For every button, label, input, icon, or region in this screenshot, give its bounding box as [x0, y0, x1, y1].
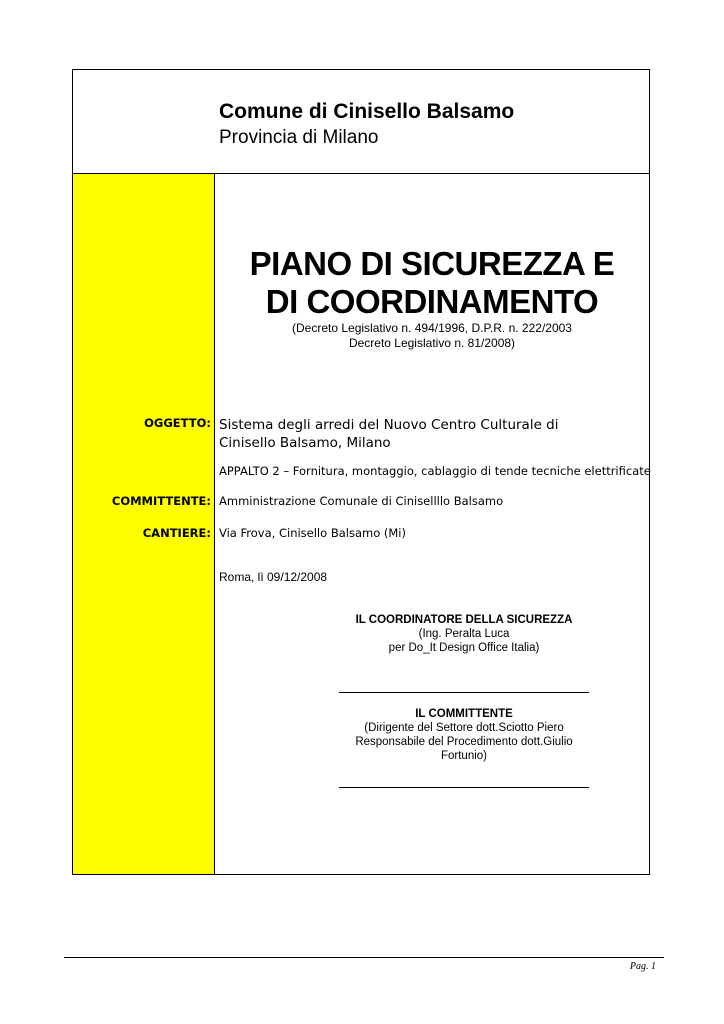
provincia-name: Provincia di Milano	[219, 127, 379, 148]
committente-value: Amministrazione Comunale di Cinisellllo Balsamo	[219, 494, 504, 508]
footer-rule	[64, 957, 664, 958]
coordinatore-signature-line	[339, 692, 589, 693]
cantiere-value: Via Frova, Cinisello Balsamo (Mi)	[219, 526, 406, 540]
label-column	[73, 174, 215, 874]
document-title	[215, 245, 649, 321]
coordinatore-line-1: (Ing. Peralta Luca	[418, 628, 510, 640]
committente-signature-line	[339, 787, 589, 788]
committente-sig-title: IL COMMITTENTE	[415, 708, 513, 720]
title-line-2: DI COORDINAMENTO	[265, 283, 599, 320]
committente-sig-line-2: Responsabile del Procedimento dott.Giulio Fortunio)	[355, 736, 573, 762]
committente-sig-line-1: (Dirigente del Settore dott.Sciotto Piero	[364, 722, 564, 734]
appalto-value: APPALTO 2 – Fornitura, montaggio, cablaggio di tende tecniche elettrificate	[219, 464, 651, 478]
oggetto-value: Sistema degli arredi del Nuovo Centro Culturale di Cinisello Balsamo, Milano	[219, 417, 559, 451]
comune-name: Comune di Cinisello Balsamo	[219, 100, 515, 123]
decreto-line-1: (Decreto Legislativo n. 494/1996, D.P.R. n. 222/2003	[292, 321, 572, 335]
oggetto-label: OGGETTO:	[144, 416, 211, 430]
title-line-1: PIANO DI SICUREZZA E	[249, 245, 615, 282]
committente-label: COMMITTENTE:	[111, 494, 211, 508]
header-cell	[73, 70, 649, 174]
coordinatore-line-2: per Do_It Design Office Italia)	[388, 642, 540, 654]
page-number: Pag. 1	[629, 961, 656, 972]
coordinatore-title: IL COORDINATORE DELLA SICUREZZA	[355, 614, 573, 626]
decreto-reference	[215, 321, 649, 351]
coordinatore-block	[339, 613, 589, 655]
cover-frame	[72, 69, 650, 875]
decreto-line-2: Decreto Legislativo n. 81/2008)	[348, 336, 516, 350]
document-date: Roma, lì 09/12/2008	[219, 570, 328, 584]
committente-block	[339, 707, 589, 763]
cantiere-label: CANTIERE:	[142, 526, 211, 540]
